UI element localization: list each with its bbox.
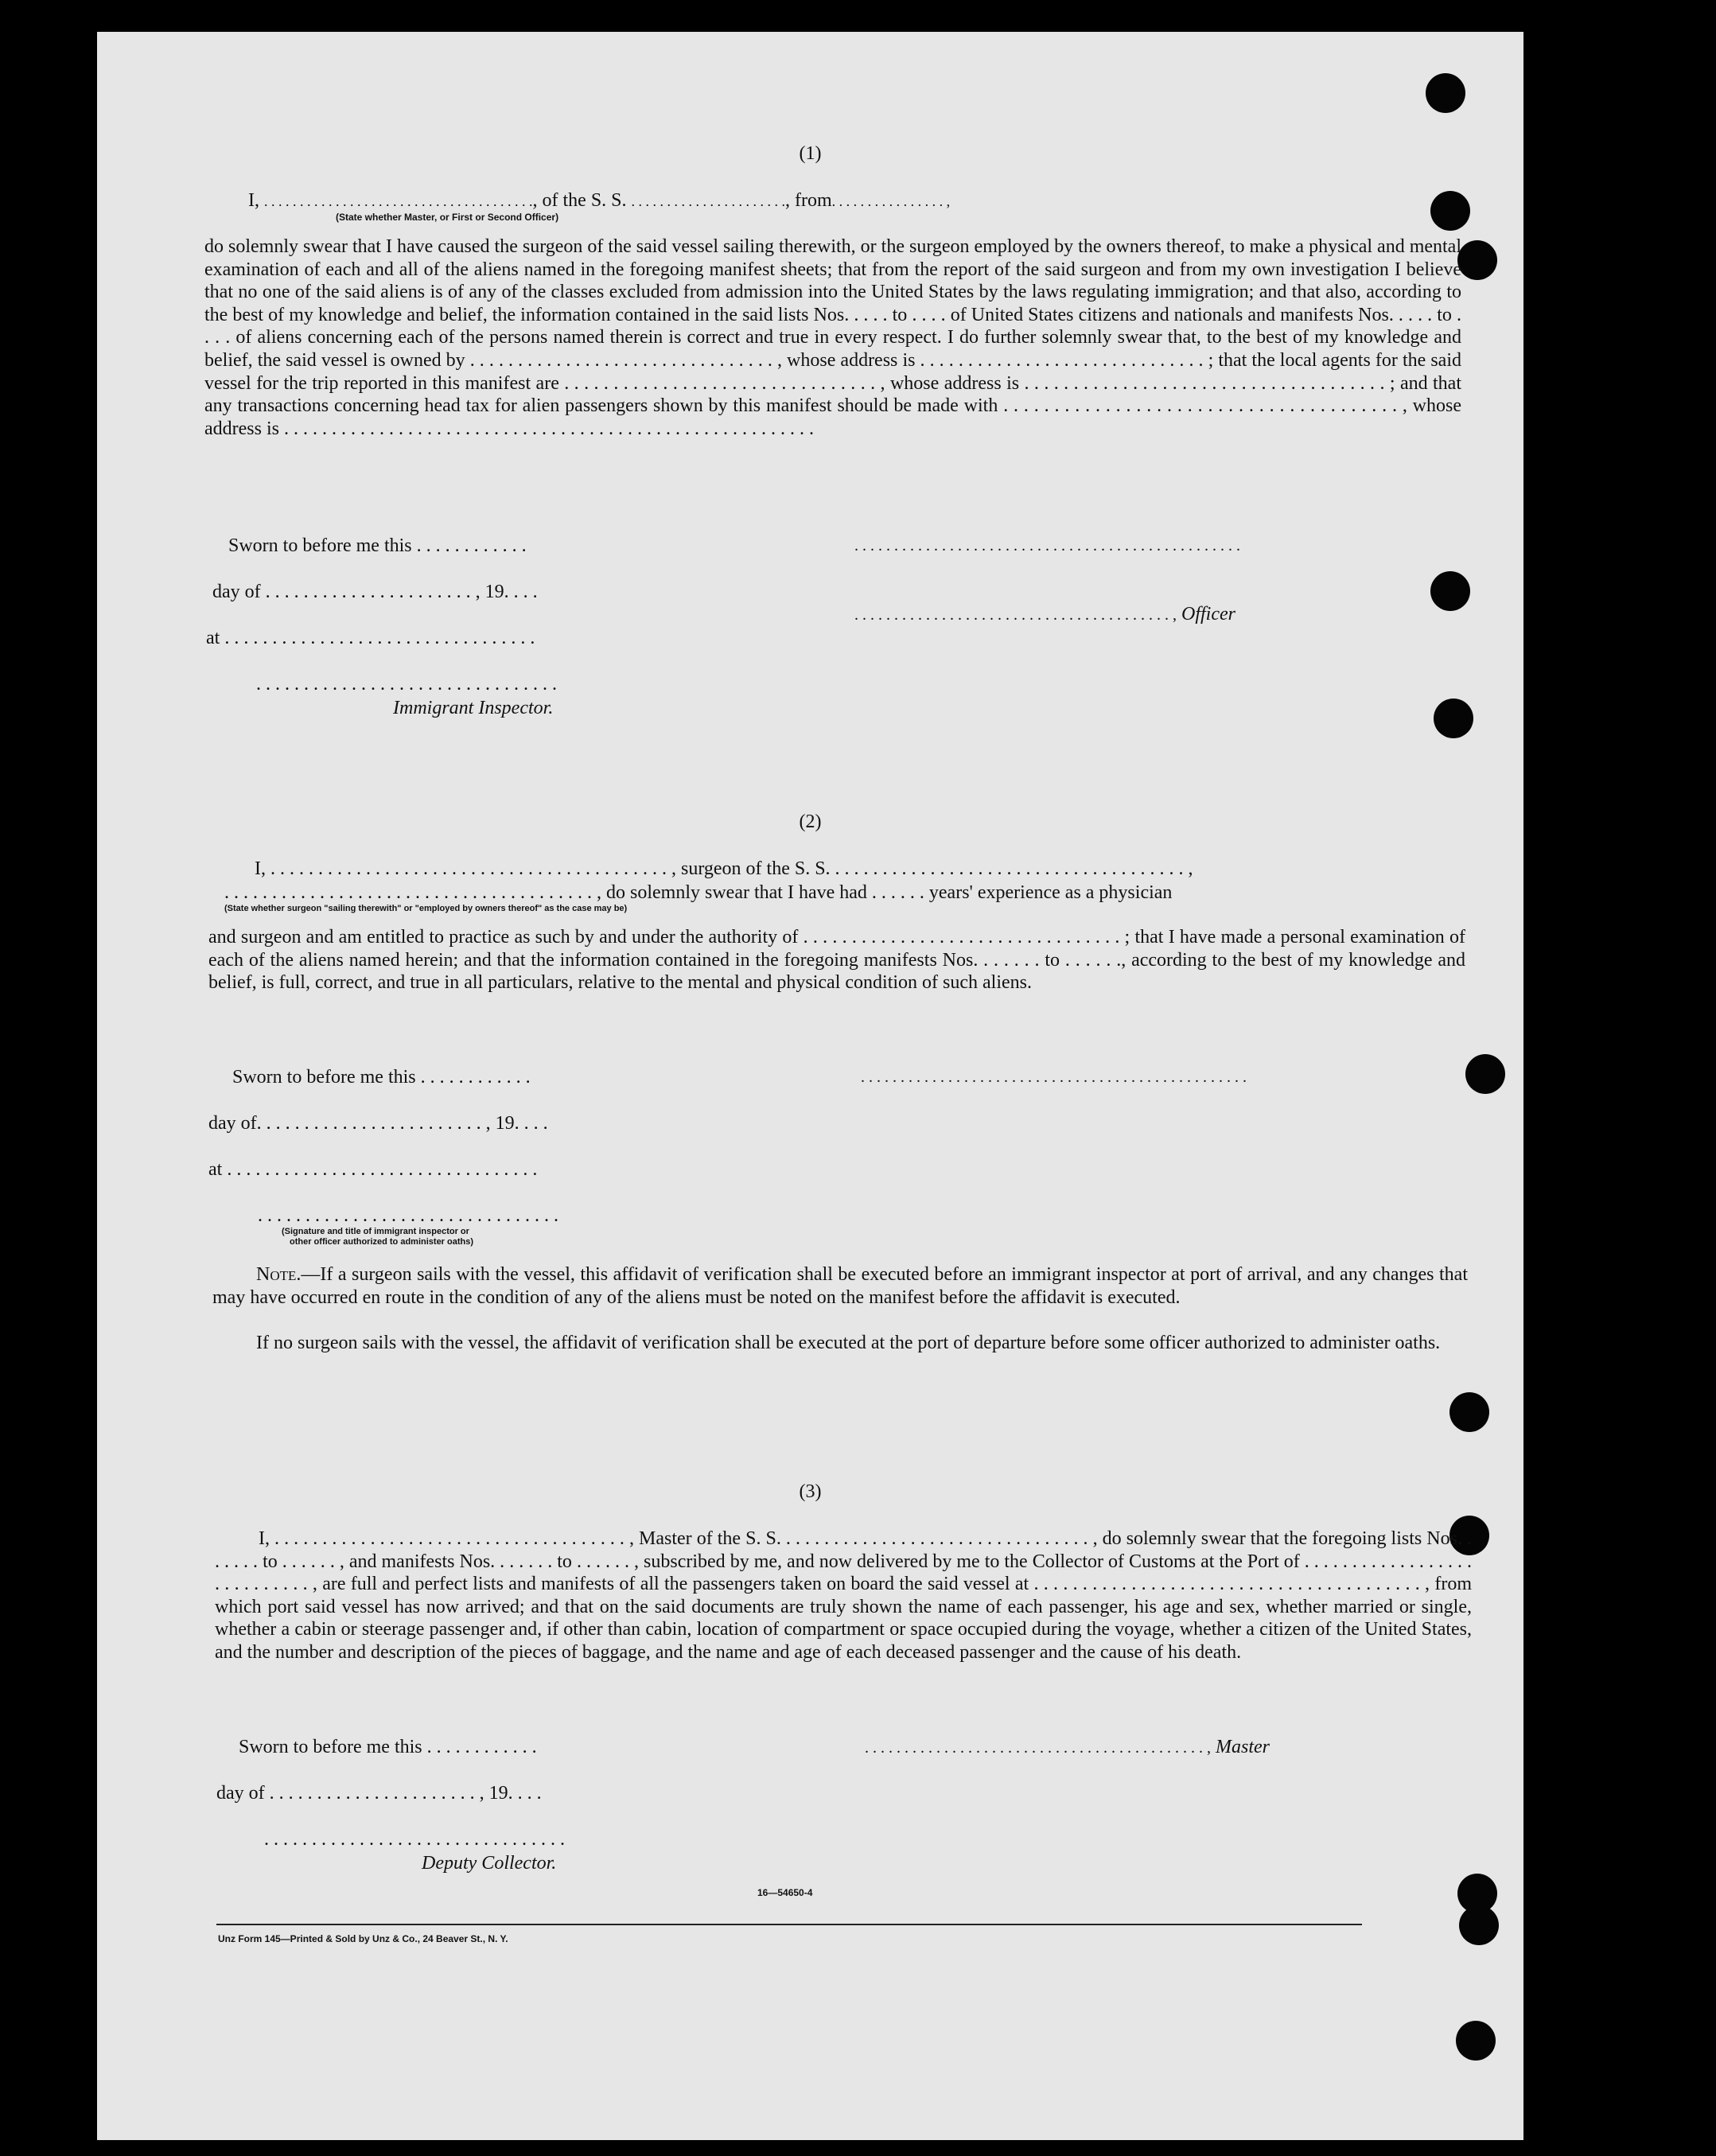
section-3-collector-title: Deputy Collector. xyxy=(422,1853,557,1874)
section-3-body: I, . . . . . . . . . . . . . . . . . . . . . . . . . . . . . . . . . . . . . , Master of the S. S. . . . . . . . . . . . . . . . . . . . . . . . . . . . . . . . . , do solemnly swear that the foregoing lists Nos. . . . . . . to . . . . . . , and manifests Nos. . . . . . . to . . . . . . , subscribed by me, and now delivered by me to the Collector of Customs at the Port of . . . . . . . . . . . . . . . . . . . . . . . . . . . . , are full and perfect lists and manifests of all the passengers taken on board the said vessel at . . . . . . . . . . . . . . . . . . . . . . . . . . . . . . . . . . . . . . . . , from which port said vessel has now arrived; and that on the said documents are truly shown the name of each passenger, his age and sex, whether married or single, whether a cabin or steerage passenger and, if other than cabin, location of compartment or space occupied during the voyage, whether a citizen of the United States, and the number and description of the pieces of baggage, and the name and age of each deceased passenger and the cause of his death. xyxy=(215,1528,1472,1663)
section-3-master-line xyxy=(865,1736,1270,1759)
section-2-note-label: Note. xyxy=(256,1264,302,1285)
document-page xyxy=(97,32,1523,2140)
footer-imprint: Unz Form 145—Printed & Sold by Unz & Co., 24 Beaver St., N. Y. xyxy=(218,1933,508,1944)
section-1-signature-dots: . . . . . . . . . . . . . . . . . . . . . . . . . . . . . . . . xyxy=(256,674,557,695)
footer-rule xyxy=(216,1924,1362,1925)
section-1-right-dots-2 xyxy=(854,603,1235,626)
binder-hole xyxy=(1434,699,1473,738)
section-1-day: day of . . . . . . . . . . . . . . . . . . . . . . , 19. . . . xyxy=(212,582,538,602)
binder-hole xyxy=(1459,1905,1499,1945)
section-1-sworn: Sworn to before me this . . . . . . . . . . . . xyxy=(228,535,527,556)
section-1-first-line xyxy=(248,189,950,212)
section-1-officer-dots: . . . . . . . . . . . . . . . . . . . . . . . . . . . . . . . . . . . . . . . . , xyxy=(854,606,1177,624)
section-1-inspector-title: Immigrant Inspector. xyxy=(393,698,554,718)
section-3-signature-dots: . . . . . . . . . . . . . . . . . . . . . . . . . . . . . . . . xyxy=(264,1829,565,1850)
section-2-body: and surgeon and am entitled to practice as such by and under the authority of . . . . . . . . . . . . . . . . . . . . . . . . . . . . . . . . . ; that I have made a personal examination of each of the aliens named herein; and that the information contained in the foregoing manifests Nos. . . . . . . to . . . . . ., according to the best of my knowledge and belief, is full, correct, and true in all particulars, relative to the mental and physical condition of such aliens. xyxy=(208,927,1465,994)
section-3-day: day of . . . . . . . . . . . . . . . . . . . . . . , 19. . . . xyxy=(216,1783,542,1804)
section-1-i: I, xyxy=(248,190,264,211)
section-3-sworn: Sworn to before me this . . . . . . . . . . . . xyxy=(239,1737,537,1757)
binder-hole xyxy=(1457,240,1497,280)
section-2-note xyxy=(212,1263,1468,1309)
form-code: 16—54650-4 xyxy=(757,1887,813,1898)
section-2-sworn: Sworn to before me this . . . . . . . . . . . . xyxy=(232,1067,531,1088)
section-2-second-line: . . . . . . . . . . . . . . . . . . . . . . . . . . . . . . . . . . . . . . . , do solemnly swear that I have had . . . . . . years' experience as a physician xyxy=(224,882,1173,903)
section-1-at: at . . . . . . . . . . . . . . . . . . . . . . . . . . . . . . . . . xyxy=(206,628,535,648)
section-3-number: (3) xyxy=(799,1481,822,1502)
section-2-number: (2) xyxy=(799,811,822,832)
section-1-officer-label: Officer xyxy=(1181,604,1235,625)
binder-hole xyxy=(1430,571,1470,611)
section-2-right-dots: . . . . . . . . . . . . . . . . . . . . . . . . . . . . . . . . . . . . . . . . . . . . . . . . . xyxy=(861,1068,1247,1086)
section-1-of-ss: , of the S. S. xyxy=(532,190,632,211)
section-1-dots-from: . . . . . . . . . . . . . . . . , xyxy=(831,193,951,209)
binder-hole xyxy=(1465,1054,1505,1094)
binder-hole xyxy=(1426,73,1465,113)
section-1-from: , from xyxy=(785,190,832,211)
section-2-sig-caption-1: (Signature and title of immigrant inspector or xyxy=(282,1227,469,1236)
section-1-right-dots-1: . . . . . . . . . . . . . . . . . . . . . . . . . . . . . . . . . . . . . . . . . . . . . . . . . xyxy=(854,537,1240,555)
section-2-at: at . . . . . . . . . . . . . . . . . . . . . . . . . . . . . . . . . xyxy=(208,1159,538,1180)
section-3-master-dots: . . . . . . . . . . . . . . . . . . . . . . . . . . . . . . . . . . . . . . . . . . . , xyxy=(865,1739,1211,1757)
section-1-dots-vessel: . . . . . . . . . . . . . . . . . . . . . . xyxy=(631,193,786,209)
section-2-caption: (State whether surgeon "sailing therewith" or "employed by owners thereof" as the case may be) xyxy=(224,904,628,913)
section-2-note-text-1: —If a surgeon sails with the vessel, this affidavit of verification shall be executed before an immigrant inspector at port of arrival, and any changes that may have occurred en route in the condition of any of the aliens must be noted on the manifest before the affidavit is executed. xyxy=(212,1264,1468,1308)
section-1-caption: (State whether Master, or First or Second Officer) xyxy=(336,212,559,223)
binder-hole xyxy=(1449,1392,1489,1432)
section-3-master-label: Master xyxy=(1216,1737,1270,1757)
section-2-note-2: If no surgeon sails with the vessel, the affidavit of verification shall be executed at the port of departure before some officer authorized to administer oaths. xyxy=(256,1333,1441,1353)
section-1-body: do solemnly swear that I have caused the surgeon of the said vessel sailing therewith, or the surgeon employed by the owners thereof, to make a physical and mental examination of each and all of the aliens named in the foregoing manifest sheets; that from the report of the said surgeon and from my own investigation I believe that no one of the said aliens is of any of the classes excluded from admission into the United States by the laws regulating immigration; and that also, according to the best of my knowledge and belief, the information contained in the said lists Nos. . . . . to . . . . of United States citizens and nationals and manifests Nos. . . . . to . . . . of aliens concerning each of the persons named therein is correct and true in every respect. I do further solemnly swear that, to the best of my knowledge and belief, the said vessel is owned by . . . . . . . . . . . . . . . . . . . . . . . . . . . . . . . . , whose address is . . . . . . . . . . . . . . . . . . . . . . . . . . . . . . ; that the local agents for the said vessel for the trip reported in this manifest are . . . . . . . . . . . . . . . . . . . . . . . . . . . . . . . . , whose address is . . . . . . . . . . . . . . . . . . . . . . . . . . . . . . . . . . . . . ; and that any transactions concerning head tax for alien passengers shown by this manifest should be made with . . . . . . . . . . . . . . . . . . . . . . . . . . . . . . . . . . . . . . . , whose address is . . . . . . . . . . . . . . . . . . . . . . . . . . . . . . . . . . . . . . . . . . . . . . . . . . . . . . . . xyxy=(204,236,1462,439)
section-2-signature-dots: . . . . . . . . . . . . . . . . . . . . . . . . . . . . . . . . xyxy=(258,1205,558,1226)
section-2-sig-caption-2: other officer authorized to administer oaths) xyxy=(290,1237,474,1247)
section-2-first-line: I, . . . . . . . . . . . . . . . . . . . . . . . . . . . . . . . . . . . . . . . . . . , surgeon of the S. S. . . . . . . . . . . . . . . . . . . . . . . . . . . . . . . . . . . . . . , xyxy=(255,858,1193,879)
binder-hole xyxy=(1430,191,1470,231)
binder-hole xyxy=(1456,2021,1496,2061)
section-1-dots-role: . . . . . . . . . . . . . . . . . . . . . . . . . . . . . . . . . . . . . . xyxy=(264,193,533,209)
section-1-number: (1) xyxy=(799,143,822,164)
section-2-day: day of. . . . . . . . . . . . . . . . . . . . . . . . , 19. . . . xyxy=(208,1113,548,1134)
